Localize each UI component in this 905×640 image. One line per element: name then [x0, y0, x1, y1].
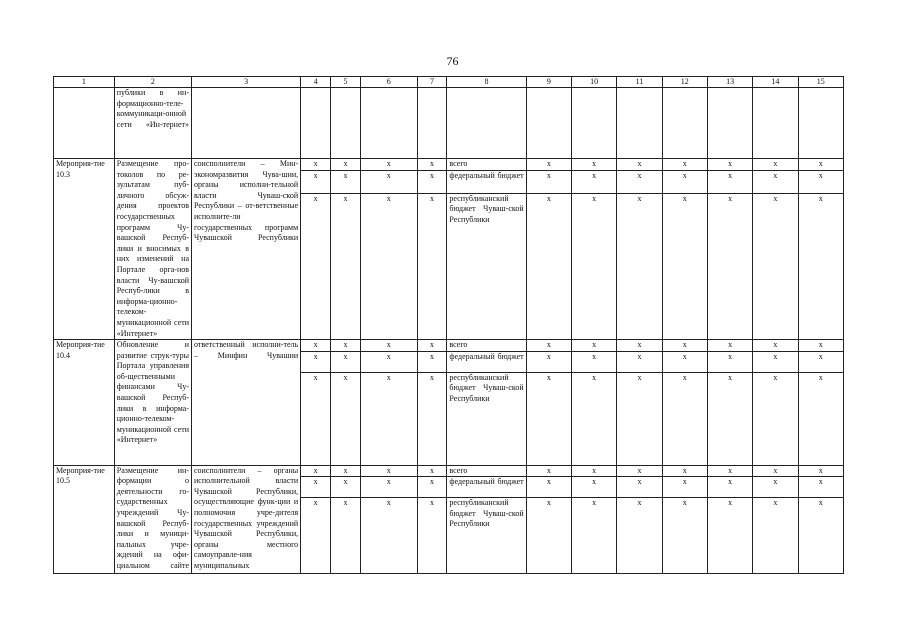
mark-cell: x [331, 372, 361, 465]
mark-cell: x [360, 171, 417, 193]
mark-cell: x [417, 372, 447, 465]
mark-cell: x [707, 171, 752, 193]
mark-cell: x [617, 465, 662, 477]
mark-cell: x [753, 498, 798, 574]
continuation-row [54, 88, 844, 159]
mark-cell: x [572, 193, 617, 339]
mark-cell: x [662, 372, 707, 465]
mark-cell: x [662, 477, 707, 498]
mark-cell: x [301, 477, 331, 498]
column-header: 7 [417, 77, 447, 88]
funding-source: республиканский бюджет Чуваш-ской Республики [447, 193, 526, 339]
cell-empty [331, 88, 361, 159]
column-header: 1 [54, 77, 115, 88]
mark-cell: x [331, 351, 361, 372]
mark-cell: x [572, 159, 617, 171]
funding-source: всего [447, 465, 526, 477]
mark-cell: x [707, 193, 752, 339]
mark-cell: x [753, 159, 798, 171]
mark-cell: x [798, 340, 843, 352]
mark-cell: x [301, 351, 331, 372]
continuation-name: публики в ин-формационно-теле-коммуникаци-онной сети «Ин-тернет» [114, 88, 191, 159]
mark-cell: x [331, 465, 361, 477]
mark-cell: x [617, 171, 662, 193]
cell-empty [360, 88, 417, 159]
mark-cell: x [707, 477, 752, 498]
column-header: 3 [192, 77, 301, 88]
mark-cell: x [331, 498, 361, 574]
executors: соисполнители – органы исполнительной власти Чувашской Республики, осуществляющие функ-ции и полномочия учре-дителя государственных учреждений Чувашской Республики, органы местного самоуправле-ния муниципальных [192, 465, 301, 574]
mark-cell: x [417, 351, 447, 372]
funding-source: федеральный бюджет [447, 351, 526, 372]
mark-cell: x [331, 340, 361, 352]
column-header: 11 [617, 77, 662, 88]
cell-empty [617, 88, 662, 159]
mark-cell: x [301, 498, 331, 574]
mark-cell: x [617, 159, 662, 171]
cell-empty [54, 88, 115, 159]
mark-cell: x [360, 477, 417, 498]
mark-cell: x [417, 465, 447, 477]
mark-cell: x [753, 372, 798, 465]
mark-cell: x [360, 340, 417, 352]
mark-cell: x [331, 171, 361, 193]
mark-cell: x [707, 159, 752, 171]
mark-cell: x [617, 372, 662, 465]
mark-cell: x [753, 340, 798, 352]
mark-cell: x [417, 498, 447, 574]
mark-cell: x [301, 193, 331, 339]
column-header: 14 [753, 77, 798, 88]
mark-cell: x [331, 159, 361, 171]
mark-cell: x [753, 171, 798, 193]
cell-empty [707, 88, 752, 159]
mark-cell: x [707, 498, 752, 574]
mark-cell: x [301, 159, 331, 171]
column-header: 5 [331, 77, 361, 88]
mark-cell: x [617, 351, 662, 372]
cell-empty [753, 88, 798, 159]
event-id: Мероприя-тие 10.4 [54, 340, 115, 466]
column-header: 9 [526, 77, 571, 88]
mark-cell: x [798, 477, 843, 498]
cell-empty [662, 88, 707, 159]
mark-cell: x [753, 477, 798, 498]
table-row [54, 465, 844, 477]
mark-cell: x [662, 498, 707, 574]
mark-cell: x [417, 193, 447, 339]
funding-source: республиканский бюджет Чуваш-ской Республики [447, 372, 526, 465]
mark-cell: x [617, 340, 662, 352]
mark-cell: x [331, 477, 361, 498]
table-row [54, 340, 844, 352]
mark-cell: x [707, 465, 752, 477]
mark-cell: x [617, 498, 662, 574]
mark-cell: x [662, 351, 707, 372]
cell-empty [192, 88, 301, 159]
mark-cell: x [798, 351, 843, 372]
funding-source: федеральный бюджет [447, 477, 526, 498]
mark-cell: x [753, 193, 798, 339]
mark-cell: x [301, 340, 331, 352]
mark-cell: x [572, 340, 617, 352]
mark-cell: x [417, 159, 447, 171]
header-row [54, 77, 844, 88]
event-name: Размещение про-токолов по ре-зультатам пуб-личного обсуж-дения проектов государственных программ Чу-вашской Респуб-лики и вносимых в них изменений на Портале орга-нов власти Чу-вашской Респуб-лики в информа-ционно-телеком-муникационной сети «Интернет» [114, 159, 191, 340]
mark-cell: x [617, 193, 662, 339]
mark-cell: x [526, 340, 571, 352]
mark-cell: x [662, 340, 707, 352]
mark-cell: x [526, 193, 571, 339]
mark-cell: x [301, 465, 331, 477]
mark-cell: x [662, 171, 707, 193]
mark-cell: x [572, 372, 617, 465]
mark-cell: x [572, 477, 617, 498]
mark-cell: x [360, 498, 417, 574]
mark-cell: x [360, 465, 417, 477]
mark-cell: x [360, 372, 417, 465]
mark-cell: x [707, 340, 752, 352]
table-row [54, 159, 844, 171]
mark-cell: x [662, 193, 707, 339]
event-name: Размещение ин-формации о деятельности го-сударственных учреждений Чу-вашской Респуб-лики и муници-пальных учре-ждений на офи-циальном сайте [114, 465, 191, 574]
mark-cell: x [798, 372, 843, 465]
mark-cell: x [526, 159, 571, 171]
mark-cell: x [572, 171, 617, 193]
cell-empty [301, 88, 331, 159]
funding-source: федеральный бюджет [447, 171, 526, 193]
cell-empty [447, 88, 526, 159]
mark-cell: x [526, 498, 571, 574]
mark-cell: x [798, 465, 843, 477]
mark-cell: x [707, 372, 752, 465]
cell-empty [526, 88, 571, 159]
column-header: 6 [360, 77, 417, 88]
mark-cell: x [662, 465, 707, 477]
mark-cell: x [798, 498, 843, 574]
mark-cell: x [360, 351, 417, 372]
mark-cell: x [798, 171, 843, 193]
mark-cell: x [617, 477, 662, 498]
mark-cell: x [526, 465, 571, 477]
funding-source: всего [447, 159, 526, 171]
executors: соисполнители – Мин-экономразвития Чува-шии, органы исполни-тельной власти Чуваш-ской Республики – от-ветственные исполните-ли государственных программ Чувашской Республики [192, 159, 301, 340]
mark-cell: x [417, 171, 447, 193]
budget-table [53, 76, 844, 574]
event-name: Обновление и развитие струк-туры Портала управления об-щественными финансами Чу-вашской Респуб-лики в информа-ционно-телеком-муникационной сети «Интернет» [114, 340, 191, 466]
cell-empty [798, 88, 843, 159]
mark-cell: x [526, 372, 571, 465]
cell-empty [572, 88, 617, 159]
mark-cell: x [360, 159, 417, 171]
mark-cell: x [798, 159, 843, 171]
mark-cell: x [526, 477, 571, 498]
mark-cell: x [753, 351, 798, 372]
event-id: Мероприя-тие 10.5 [54, 465, 115, 574]
column-header: 12 [662, 77, 707, 88]
mark-cell: x [572, 351, 617, 372]
mark-cell: x [707, 351, 752, 372]
mark-cell: x [417, 340, 447, 352]
mark-cell: x [526, 171, 571, 193]
mark-cell: x [572, 498, 617, 574]
mark-cell: x [301, 171, 331, 193]
mark-cell: x [526, 351, 571, 372]
column-header: 13 [707, 77, 752, 88]
mark-cell: x [331, 193, 361, 339]
column-header: 4 [301, 77, 331, 88]
mark-cell: x [798, 193, 843, 339]
executors: ответственный исполни-тель – Минфин Чувашии [192, 340, 301, 466]
cell-empty [417, 88, 447, 159]
column-header: 10 [572, 77, 617, 88]
column-header: 15 [798, 77, 843, 88]
column-header: 2 [114, 77, 191, 88]
mark-cell: x [662, 159, 707, 171]
mark-cell: x [417, 477, 447, 498]
event-id: Мероприя-тие 10.3 [54, 159, 115, 340]
funding-source: всего [447, 340, 526, 352]
page-number: 76 [446, 54, 459, 68]
column-header: 8 [447, 77, 526, 88]
mark-cell: x [360, 193, 417, 339]
mark-cell: x [572, 465, 617, 477]
mark-cell: x [301, 372, 331, 465]
funding-source: республиканский бюджет Чуваш-ской Республики [447, 498, 526, 574]
mark-cell: x [753, 465, 798, 477]
